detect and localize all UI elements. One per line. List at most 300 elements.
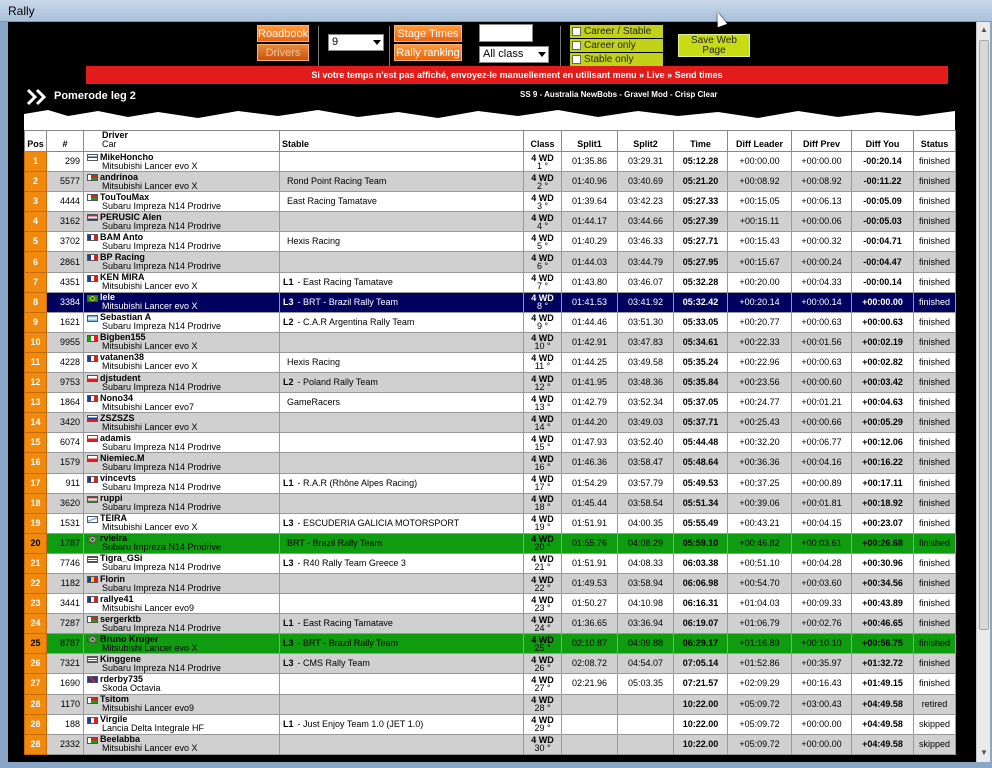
driver-cell[interactable] xyxy=(84,573,280,593)
diff-prev-cell: +00:01.21 xyxy=(792,393,852,413)
split2-cell: 04:09.88 xyxy=(618,634,674,654)
stable-only-label: Stable only xyxy=(584,54,634,65)
split2-cell: 03:47.83 xyxy=(618,332,674,352)
driver-name[interactable]: MikeHoncho xyxy=(100,151,154,162)
driver-name[interactable]: Virgile xyxy=(100,714,128,725)
stage-times-button[interactable]: Stage Times xyxy=(394,25,462,42)
class-select[interactable] xyxy=(479,46,549,63)
driver-name[interactable]: TEIRA xyxy=(100,513,127,524)
roadbook-button[interactable]: Roadbook xyxy=(257,25,309,42)
split1-cell: 02:21.96 xyxy=(562,674,618,694)
scroll-down-icon[interactable]: ▼ xyxy=(980,748,988,757)
class-label: 4 WD xyxy=(531,695,554,706)
split2-cell: 03:44.66 xyxy=(618,212,674,232)
country-flag-icon xyxy=(87,335,98,342)
class-cell xyxy=(524,373,562,393)
split2-cell: 04:08.33 xyxy=(618,553,674,573)
split1-cell: 01:49.53 xyxy=(562,573,618,593)
table-row[interactable] xyxy=(25,513,956,533)
table-row[interactable] xyxy=(25,594,956,614)
driver-cell[interactable] xyxy=(84,634,280,654)
diff-you-cell: +00:34.56 xyxy=(852,573,914,593)
split1-cell: 01:42.79 xyxy=(562,393,618,413)
country-flag-icon xyxy=(87,275,98,282)
car-name: Subaru Impreza N14 Prodrive xyxy=(102,220,222,231)
class-label: 4 WD xyxy=(531,413,554,424)
diff-prev-cell: +00:06.13 xyxy=(792,192,852,212)
status-cell: finished xyxy=(914,654,956,674)
position-cell: 24 xyxy=(25,614,47,634)
time-cell: 05:55.49 xyxy=(674,513,728,533)
table-row[interactable] xyxy=(25,714,956,734)
diff-you-cell: -00:20.14 xyxy=(852,152,914,172)
table-row[interactable] xyxy=(25,533,956,553)
driver-cell[interactable] xyxy=(84,493,280,513)
driver-name[interactable]: Bigben155 xyxy=(100,332,146,343)
driver-name[interactable]: rderby735 xyxy=(100,673,144,684)
split2-cell: 03:52.34 xyxy=(618,393,674,413)
split1-cell: 01:44.25 xyxy=(562,352,618,372)
stable-cell xyxy=(280,493,524,513)
col-split2[interactable]: Split2 xyxy=(618,131,674,152)
stable-name: Just Enjoy Team 1.0 (JET 1.0) xyxy=(303,718,424,729)
table-row[interactable] xyxy=(25,332,956,352)
car-name: Subaru Impreza N14 Prodrive xyxy=(102,381,222,392)
stable-level-tag: L1 xyxy=(283,718,294,729)
table-row[interactable] xyxy=(25,734,956,754)
driver-cell[interactable] xyxy=(84,413,280,433)
diff-prev-cell: +00:06.77 xyxy=(792,433,852,453)
split2-cell: 03:58.54 xyxy=(618,493,674,513)
class-rank: 16 ° xyxy=(534,461,551,472)
split1-cell: 02:08.72 xyxy=(562,654,618,674)
driver-cell[interactable] xyxy=(84,734,280,754)
car-number-cell: 1182 xyxy=(47,573,84,593)
car-number-cell: 3162 xyxy=(47,212,84,232)
driver-cell[interactable] xyxy=(84,152,280,172)
country-flag-icon xyxy=(87,295,98,302)
stable-cell xyxy=(280,473,524,493)
driver-cell[interactable] xyxy=(84,453,280,473)
car-number-cell: 3420 xyxy=(47,413,84,433)
col-diff-leader[interactable]: Diff Leader xyxy=(728,131,792,152)
diff-prev-cell: +00:04.28 xyxy=(792,553,852,573)
stable-name: GameRacers xyxy=(287,397,341,408)
country-flag-icon xyxy=(87,516,98,523)
time-cell: 10:22.00 xyxy=(674,714,728,734)
stable-cell xyxy=(280,674,524,694)
class-rank: 28 ° xyxy=(534,703,551,714)
country-flag-icon xyxy=(87,616,98,623)
driver-cell[interactable] xyxy=(84,373,280,393)
time-cell: 06:29.17 xyxy=(674,634,728,654)
car-number-cell: 5577 xyxy=(47,172,84,192)
col-stable[interactable]: Stable xyxy=(280,131,524,152)
diff-you-cell: +01:49.15 xyxy=(852,674,914,694)
car-number-cell: 7746 xyxy=(47,553,84,573)
stable-level-tag: L3 xyxy=(283,658,294,669)
driver-cell[interactable] xyxy=(84,352,280,372)
col-diff-prev[interactable]: Diff Prev xyxy=(792,131,852,152)
table-row[interactable] xyxy=(25,292,956,312)
diff-leader-cell: +00:25.43 xyxy=(728,413,792,433)
driver-name[interactable]: Beelabba xyxy=(100,734,141,745)
table-row[interactable] xyxy=(25,433,956,453)
diff-leader-cell: +05:09.72 xyxy=(728,714,792,734)
save-web-page-button[interactable]: Save Web Page xyxy=(678,34,750,57)
country-flag-icon xyxy=(87,717,98,724)
table-row[interactable] xyxy=(25,614,956,634)
diff-prev-cell: +00:00.60 xyxy=(792,373,852,393)
driver-name[interactable]: rallye41 xyxy=(100,593,134,604)
class-rank: 13 ° xyxy=(534,401,551,412)
diff-prev-cell: +00:00.24 xyxy=(792,252,852,272)
split1-cell: 01:45.44 xyxy=(562,493,618,513)
car-number-cell: 1787 xyxy=(47,533,84,553)
split2-cell: 03:41.92 xyxy=(618,292,674,312)
stable-level-tag: L3 xyxy=(283,296,294,307)
driver-name[interactable]: Tigra_GSi xyxy=(100,553,143,564)
rally-ranking-button[interactable]: Rally ranking xyxy=(394,44,462,61)
split2-cell: 04:10.98 xyxy=(618,594,674,614)
col-diff-you[interactable]: Diff You xyxy=(852,131,914,152)
position-cell: 10 xyxy=(25,332,47,352)
split2-cell xyxy=(618,694,674,714)
split1-cell: 01:40.29 xyxy=(562,232,618,252)
vertical-scrollbar[interactable] xyxy=(976,22,990,762)
table-row[interactable] xyxy=(25,694,956,714)
class-rank: 2 ° xyxy=(536,180,549,191)
split1-cell xyxy=(562,714,618,734)
driver-name[interactable]: PERUSIC Alen xyxy=(100,211,162,222)
driver-cell[interactable] xyxy=(84,654,280,674)
diff-prev-cell: +00:08.92 xyxy=(792,172,852,192)
diff-leader-cell: +00:00.00 xyxy=(728,152,792,172)
table-row[interactable] xyxy=(25,654,956,674)
country-flag-icon xyxy=(87,697,98,704)
col-class[interactable]: Class xyxy=(524,131,562,152)
status-cell: finished xyxy=(914,332,956,352)
web-viewport xyxy=(8,22,976,762)
col-pos[interactable]: Pos xyxy=(25,131,47,152)
split2-cell: 03:52.40 xyxy=(618,433,674,453)
window-title: Rally xyxy=(8,4,35,18)
driver-name[interactable]: sergerktb xyxy=(100,613,142,624)
car-number-cell: 3441 xyxy=(47,594,84,614)
table-header-row xyxy=(25,131,956,152)
career-stable-label: Career / Stable xyxy=(584,26,652,37)
driver-cell[interactable] xyxy=(84,252,280,272)
car-number-cell: 1170 xyxy=(47,694,84,714)
driver-name[interactable]: rvieira xyxy=(100,533,128,544)
status-cell: skipped xyxy=(914,714,956,734)
scroll-up-icon[interactable]: ▲ xyxy=(980,25,988,34)
car-number-cell: 4444 xyxy=(47,192,84,212)
split1-cell: 01:47.93 xyxy=(562,433,618,453)
stable-cell xyxy=(280,594,524,614)
table-row[interactable] xyxy=(25,573,956,593)
career-stable-checkbox[interactable] xyxy=(570,25,663,38)
time-cell: 05:51.34 xyxy=(674,493,728,513)
class-label: 4 WD xyxy=(531,293,554,304)
table-row[interactable] xyxy=(25,212,956,232)
table-row[interactable] xyxy=(25,373,956,393)
double-chevron-icon xyxy=(26,88,50,106)
diff-prev-cell: +00:00.00 xyxy=(792,734,852,754)
diff-prev-cell: +00:00.89 xyxy=(792,473,852,493)
search-input[interactable] xyxy=(479,24,533,42)
position-cell: 4 xyxy=(25,212,47,232)
car-number-cell: 3702 xyxy=(47,232,84,252)
driver-name[interactable]: adamis xyxy=(100,432,132,443)
chevron-down-icon xyxy=(538,52,546,57)
stable-level-tag: L1 xyxy=(283,618,294,629)
class-cell xyxy=(524,614,562,634)
time-cell: 05:32.42 xyxy=(674,292,728,312)
class-cell xyxy=(524,473,562,493)
table-row[interactable] xyxy=(25,312,956,332)
class-label: 4 WD xyxy=(531,232,554,243)
driver-name[interactable]: Niemiec.M xyxy=(100,452,145,463)
career-only-checkbox[interactable] xyxy=(570,39,663,52)
split1-cell: 01:42.91 xyxy=(562,332,618,352)
driver-cell[interactable] xyxy=(84,272,280,292)
stable-name: Rond Point Racing Team xyxy=(287,176,387,187)
diff-prev-cell: +00:09.33 xyxy=(792,594,852,614)
driver-cell[interactable] xyxy=(84,553,280,573)
diff-you-cell: +04:49.58 xyxy=(852,734,914,754)
driver-cell[interactable] xyxy=(84,292,280,312)
table-row[interactable] xyxy=(25,272,956,292)
diff-leader-cell: +00:32.20 xyxy=(728,433,792,453)
class-rank: 29 ° xyxy=(534,723,551,734)
col-split1[interactable]: Split1 xyxy=(562,131,618,152)
driver-cell[interactable] xyxy=(84,433,280,453)
car-number-cell: 1864 xyxy=(47,393,84,413)
diff-you-cell: +00:43.89 xyxy=(852,594,914,614)
table-row[interactable] xyxy=(25,413,956,433)
driver-name[interactable]: Florin xyxy=(100,573,125,584)
col-time[interactable]: Time xyxy=(674,131,728,152)
diff-prev-cell: +00:03.61 xyxy=(792,533,852,553)
driver-cell[interactable] xyxy=(84,232,280,252)
class-label: 4 WD xyxy=(531,474,554,485)
driver-name[interactable]: TouTouMax xyxy=(100,191,150,202)
status-cell: finished xyxy=(914,292,956,312)
driver-cell[interactable] xyxy=(84,312,280,332)
stable-cell xyxy=(280,192,524,212)
class-label: 4 WD xyxy=(531,373,554,384)
time-cell: 05:48.64 xyxy=(674,453,728,473)
driver-cell[interactable] xyxy=(84,614,280,634)
split1-cell: 01:54.29 xyxy=(562,473,618,493)
class-rank: 8 ° xyxy=(536,301,549,312)
driver-name[interactable]: BP Racing xyxy=(100,252,145,263)
driver-cell[interactable] xyxy=(84,332,280,352)
diff-leader-cell: +00:24.77 xyxy=(728,393,792,413)
table-row[interactable] xyxy=(25,352,956,372)
driver-name[interactable]: lele xyxy=(100,292,116,303)
table-row[interactable] xyxy=(25,192,956,212)
driver-name[interactable]: Nono34 xyxy=(100,392,134,403)
drivers-button[interactable]: Drivers xyxy=(257,44,309,61)
table-row[interactable] xyxy=(25,172,956,192)
car-number-cell: 4351 xyxy=(47,272,84,292)
car-number-cell: 188 xyxy=(47,714,84,734)
diff-you-cell: +00:23.07 xyxy=(852,513,914,533)
position-cell: 28 xyxy=(25,714,47,734)
split1-cell: 01:51.91 xyxy=(562,553,618,573)
position-cell: 26 xyxy=(25,654,47,674)
driver-name[interactable]: Kinggene xyxy=(100,653,142,664)
class-rank: 18 ° xyxy=(534,502,551,513)
country-flag-icon xyxy=(87,636,98,643)
class-rank: 10 ° xyxy=(534,341,551,352)
diff-leader-cell: +01:52.86 xyxy=(728,654,792,674)
time-cell: 05:35.84 xyxy=(674,373,728,393)
class-label: 4 WD xyxy=(531,273,554,284)
stable-name: BRT - Brazil Rally Team xyxy=(287,537,383,548)
driver-cell[interactable] xyxy=(84,513,280,533)
driver-name[interactable]: vincevts xyxy=(100,473,137,484)
class-cell xyxy=(524,192,562,212)
stable-only-checkbox[interactable] xyxy=(570,53,663,66)
time-cell: 05:37.05 xyxy=(674,393,728,413)
driver-cell[interactable] xyxy=(84,192,280,212)
driver-cell[interactable] xyxy=(84,172,280,192)
time-cell: 06:03.38 xyxy=(674,553,728,573)
time-cell: 05:27.95 xyxy=(674,252,728,272)
driver-name[interactable]: ruppi xyxy=(100,493,123,504)
driver-name[interactable]: ZSZSZS xyxy=(100,412,135,423)
split1-cell: 01:44.17 xyxy=(562,212,618,232)
class-cell xyxy=(524,714,562,734)
split2-cell: 03:40.69 xyxy=(618,172,674,192)
class-rank: 15 ° xyxy=(534,441,551,452)
class-label: 4 WD xyxy=(531,594,554,605)
driver-name[interactable]: andrinoa xyxy=(100,171,139,182)
table-row[interactable] xyxy=(25,252,956,272)
diff-you-cell: +00:04.63 xyxy=(852,393,914,413)
diff-prev-cell: +00:16.43 xyxy=(792,674,852,694)
split2-cell: 03:42.23 xyxy=(618,192,674,212)
class-cell xyxy=(524,553,562,573)
driver-name[interactable]: BAM Anto xyxy=(100,231,144,242)
diff-prev-cell: +00:10.10 xyxy=(792,634,852,654)
driver-cell[interactable] xyxy=(84,594,280,614)
diff-you-cell: +00:00.00 xyxy=(852,292,914,312)
country-flag-icon xyxy=(87,415,98,422)
class-rank: 26 ° xyxy=(534,662,551,673)
split2-cell xyxy=(618,714,674,734)
driver-cell[interactable] xyxy=(84,533,280,553)
driver-cell[interactable] xyxy=(84,393,280,413)
diff-prev-cell: +00:00.00 xyxy=(792,152,852,172)
col-driver[interactable] xyxy=(84,131,280,152)
class-cell xyxy=(524,413,562,433)
country-flag-icon xyxy=(87,656,98,663)
diff-prev-cell: +00:04.15 xyxy=(792,513,852,533)
class-label: 4 WD xyxy=(531,534,554,545)
position-cell: 15 xyxy=(25,433,47,453)
table-row[interactable] xyxy=(25,453,956,473)
driver-name[interactable]: Sebastian A xyxy=(100,312,152,323)
status-cell: finished xyxy=(914,152,956,172)
split2-cell: 03:49.58 xyxy=(618,352,674,372)
class-label: 4 WD xyxy=(531,715,554,726)
stage-select[interactable] xyxy=(328,34,384,51)
diff-prev-cell: +00:00.66 xyxy=(792,413,852,433)
diff-leader-cell: +00:43.21 xyxy=(728,513,792,533)
class-rank: 27 ° xyxy=(534,682,551,693)
country-flag-icon xyxy=(87,596,98,603)
stable-level-tag: L2 xyxy=(283,377,294,388)
driver-cell[interactable] xyxy=(84,473,280,493)
split2-cell: 04:54.07 xyxy=(618,654,674,674)
driver-cell[interactable] xyxy=(84,674,280,694)
driver-cell[interactable] xyxy=(84,714,280,734)
table-row[interactable] xyxy=(25,553,956,573)
driver-name[interactable]: KEN MIRA xyxy=(100,272,145,283)
scrollbar-thumb[interactable] xyxy=(979,40,989,630)
status-cell: finished xyxy=(914,393,956,413)
driver-name[interactable]: Bruno Kruger xyxy=(100,633,159,644)
class-cell xyxy=(524,232,562,252)
results-table xyxy=(24,130,956,755)
col-num[interactable]: # xyxy=(47,131,84,152)
driver-cell[interactable] xyxy=(84,694,280,714)
stable-separator: - xyxy=(297,316,304,327)
class-cell xyxy=(524,634,562,654)
position-cell: 17 xyxy=(25,473,47,493)
diff-you-cell: +04:49.58 xyxy=(852,694,914,714)
table-row[interactable] xyxy=(25,674,956,694)
table-row[interactable] xyxy=(25,493,956,513)
country-flag-icon xyxy=(87,395,98,402)
driver-name[interactable]: Tsitom xyxy=(100,694,129,705)
col-status[interactable]: Status xyxy=(914,131,956,152)
driver-name[interactable]: djstudent xyxy=(100,372,141,383)
status-cell: finished xyxy=(914,634,956,654)
table-row[interactable] xyxy=(25,473,956,493)
diff-leader-cell: +00:20.77 xyxy=(728,312,792,332)
stable-name: CMS Rally Team xyxy=(303,658,370,669)
diff-leader-cell: +01:16.89 xyxy=(728,634,792,654)
position-cell: 2 xyxy=(25,172,47,192)
status-cell: finished xyxy=(914,252,956,272)
table-row[interactable] xyxy=(25,393,956,413)
stable-separator: - xyxy=(297,517,304,528)
class-select-value: All class xyxy=(483,48,524,60)
split2-cell: 03:57.79 xyxy=(618,473,674,493)
driver-name[interactable]: vatanen38 xyxy=(100,352,145,363)
status-cell: finished xyxy=(914,172,956,192)
diff-leader-cell: +00:20.00 xyxy=(728,272,792,292)
table-row[interactable] xyxy=(25,634,956,654)
stable-cell xyxy=(280,654,524,674)
split1-cell: 01:40.96 xyxy=(562,172,618,192)
class-rank: 5 ° xyxy=(536,240,549,251)
driver-cell[interactable] xyxy=(84,212,280,232)
country-flag-icon xyxy=(87,455,98,462)
split2-cell: 03:58.94 xyxy=(618,573,674,593)
table-row[interactable] xyxy=(25,232,956,252)
stable-separator: - xyxy=(297,276,304,287)
table-row[interactable] xyxy=(25,152,956,172)
class-label: 4 WD xyxy=(531,614,554,625)
car-number-cell: 299 xyxy=(47,152,84,172)
position-cell: 28 xyxy=(25,734,47,754)
